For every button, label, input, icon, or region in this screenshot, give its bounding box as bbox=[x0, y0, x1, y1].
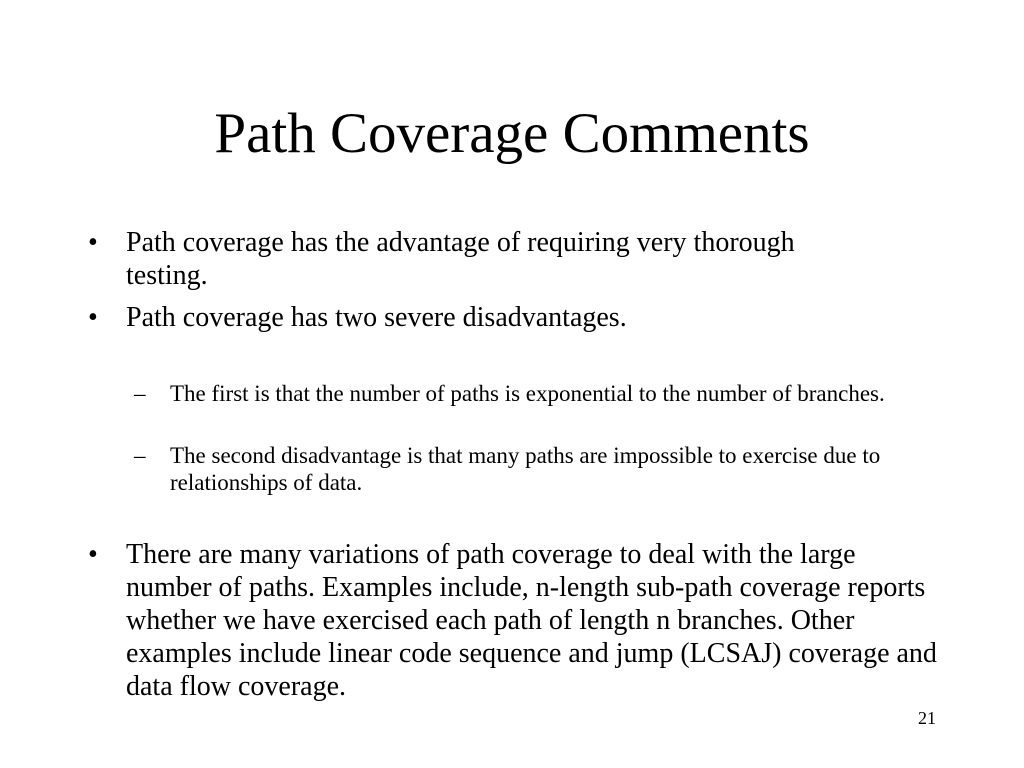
sub-bullet-item bbox=[134, 442, 920, 496]
sub-bullet-item bbox=[134, 380, 920, 407]
bullet-marker: • bbox=[88, 539, 98, 570]
sub-bullet-marker: – bbox=[134, 381, 146, 406]
sub-bullet-marker: – bbox=[134, 443, 146, 468]
bullet-item bbox=[88, 226, 826, 292]
bullet-marker: • bbox=[88, 302, 98, 333]
sub-bullet-text: The second disadvantage is that many paths are impossible to exercise due to relationships of data. bbox=[170, 443, 881, 495]
bullet-item bbox=[88, 301, 826, 334]
slide-title: Path Coverage Comments bbox=[214, 102, 810, 165]
bullet-text: Path coverage has the advantage of requiring very thorough testing. bbox=[126, 227, 795, 291]
bullet-marker: • bbox=[88, 227, 98, 258]
bullet-text: There are many variations of path coverage to deal with the large number of paths. Examples include, n-length sub-path coverage reports whether we have exercised each path of length n branches. Other examples include linear code sequence and jump (LCSAJ) coverage and data flow coverage. bbox=[126, 539, 937, 702]
sub-bullet-text: The first is that the number of paths is exponential to the number of branches. bbox=[170, 381, 885, 406]
page-number: 21 bbox=[918, 708, 936, 728]
bullet-text: Path coverage has two severe disadvantages. bbox=[126, 302, 627, 333]
bullet-item bbox=[88, 538, 942, 703]
